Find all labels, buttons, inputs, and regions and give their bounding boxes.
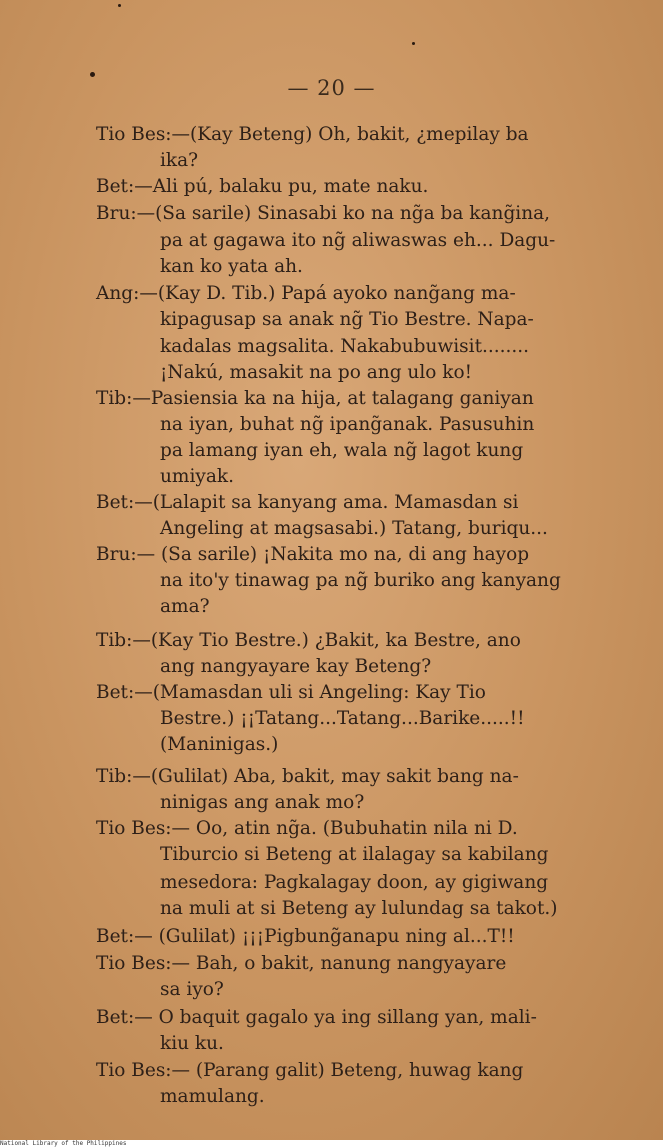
text-line: Bet:— O baquit gagalo ya ing sillang yan, mali-	[96, 1007, 537, 1028]
text-line: Bru:— (Sa sarile) ¡Nakita mo na, di ang hayop	[96, 544, 530, 565]
text-line: Tib:—(Kay Tio Bestre.) ¿Bakit, ka Bestre, ano	[96, 630, 521, 651]
text-line: na ito'y tinawag pa ng̃ buriko ang kanyang	[160, 570, 561, 591]
text-line: Tiburcio si Beteng at ilalagay sa kabilang	[160, 844, 549, 865]
text-line: Bru:—(Sa sarile) Sinasabi ko na ng̃a ba kang̃ina,	[96, 203, 551, 224]
text-line: Tib:—(Gulilat) Aba, bakit, may sakit bang na-	[96, 766, 519, 787]
text-line: umiyak.	[160, 466, 234, 487]
ink-speck	[412, 42, 415, 45]
text-line: Bestre.) ¡¡Tatang...Tatang...Barike.....!!	[160, 708, 525, 729]
text-line: sa iyo?	[160, 979, 224, 1000]
text-line: Bet:—Ali pú, balaku pu, mate naku.	[96, 176, 429, 197]
text-line: kadalas magsalita. Nakabubuwisit........	[160, 336, 530, 357]
text-line: Tio Bes:—(Kay Beteng) Oh, bakit, ¿mepilay ba	[96, 124, 529, 145]
text-line: mamulang.	[160, 1086, 265, 1107]
text-line: Angeling at magsasabi.) Tatang, buriqu...	[160, 518, 548, 539]
text-line: kipagusap sa anak ng̃ Tio Bestre. Napa-	[160, 309, 534, 330]
ink-speck	[118, 4, 121, 7]
text-line: na muli at si Beteng ay lulundag sa takot.)	[160, 898, 558, 919]
text-line: pa at gagawa ito ng̃ aliwaswas eh... Dagu-	[160, 230, 556, 251]
page-number: — 20 —	[287, 76, 376, 100]
text-line: na iyan, buhat ng̃ ipang̃anak. Pasusuhin	[160, 414, 535, 435]
text-line: (Maninigas.)	[160, 734, 279, 755]
text-line: ama?	[160, 596, 210, 617]
text-line: kiu ku.	[160, 1033, 224, 1054]
text-line: Tib:—Pasiensia ka na hija, at talagang ganiyan	[96, 388, 534, 409]
text-line: Ang:—(Kay D. Tib.) Papá ayoko nang̃ang ma-	[96, 283, 516, 304]
text-line: pa lamang iyan eh, wala ng̃ lagot kung	[160, 440, 524, 461]
footer-credit: National Library of the Philippines	[0, 1140, 663, 1148]
text-line: mesedora: Pagkalagay doon, ay gigiwang	[160, 872, 549, 893]
text-line: ika?	[160, 150, 199, 171]
text-line: Bet:— (Gulilat) ¡¡¡Pigbung̃anapu ning al...T!!	[96, 926, 515, 947]
text-line: kan ko yata ah.	[160, 256, 303, 277]
text-line: ninigas ang anak mo?	[160, 792, 365, 813]
text-line: Tio Bes:— Oo, atin ng̃a. (Bubuhatin nila ni D.	[96, 818, 518, 839]
text-line: Bet:—(Mamasdan uli si Angeling: Kay Tio	[96, 682, 486, 703]
text-line: Tio Bes:— Bah, o bakit, nanung nangyayare	[96, 953, 507, 974]
text-line: Bet:—(Lalapit sa kanyang ama. Mamasdan si	[96, 492, 519, 513]
text-line: Tio Bes:— (Parang galit) Beteng, huwag kang	[96, 1060, 524, 1081]
text-line: ¡Nakú, masakit na po ang ulo ko!	[160, 362, 473, 383]
text-line: ang nangyayare kay Beteng?	[160, 656, 432, 677]
